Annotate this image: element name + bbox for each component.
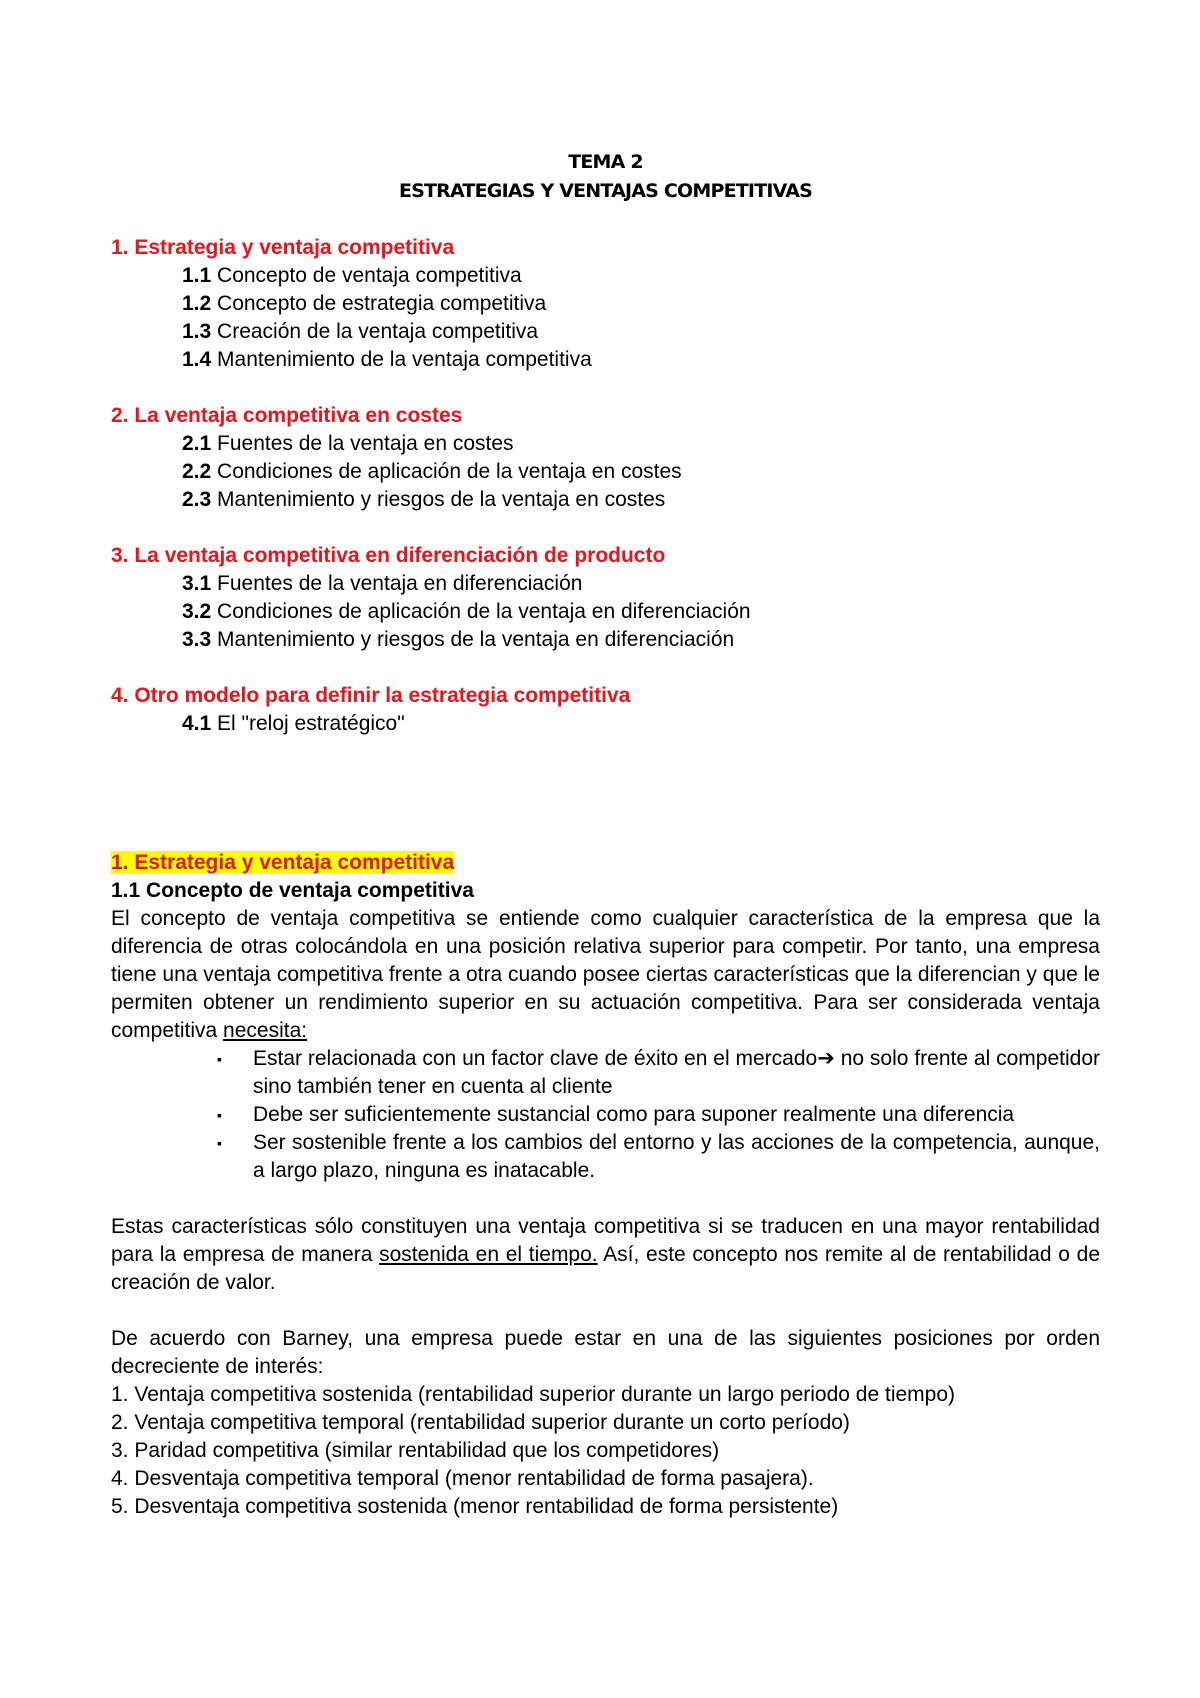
toc-item (111, 626, 1100, 654)
right-arrow-icon: ➔ (817, 1047, 835, 1070)
toc-item (111, 346, 1100, 374)
toc-item-number: 1.3 (182, 320, 212, 343)
toc-item-text: Mantenimiento y riesgos de la ventaja en diferenciación (211, 628, 735, 651)
toc-item (111, 290, 1100, 318)
toc-section-3 (111, 542, 1100, 654)
list-item (217, 1101, 1100, 1129)
toc-heading: 2. La ventaja competitiva en costes (111, 404, 463, 427)
toc-heading: 4. Otro modelo para definir la estrategia competitiva (111, 684, 631, 707)
list-item: 2. Ventaja competitiva temporal (rentabilidad superior durante un corto período) (111, 1411, 850, 1434)
toc-section-1 (111, 234, 1100, 374)
toc-item-text: Concepto de estrategia competitiva (211, 292, 547, 315)
toc-item-number: 3.1 (182, 572, 212, 595)
subsection-heading: 1.1 Concepto de ventaja competitiva (111, 879, 474, 902)
list-item-text: Debe ser suficientemente sustancial como para suponer realmente una diferencia (253, 1103, 1015, 1126)
list-item: 1. Ventaja competitiva sostenida (rentabilidad superior durante un largo periodo de tiempo) (111, 1383, 956, 1406)
requirements-list (111, 1045, 1100, 1185)
toc-item (111, 262, 1100, 290)
toc-item (111, 570, 1100, 598)
table-of-contents (111, 234, 1100, 738)
toc-item (111, 318, 1100, 346)
underlined-text: necesita: (223, 1019, 308, 1042)
toc-item-text: Fuentes de la ventaja en diferenciación (211, 572, 583, 595)
positions-list (111, 1381, 1100, 1521)
toc-section-4 (111, 682, 1100, 738)
title-line-1: TEMA 2 (568, 151, 643, 173)
toc-item (111, 486, 1100, 514)
toc-item-number: 2.3 (182, 488, 212, 511)
section-heading (111, 849, 1100, 877)
underlined-text: sostenida en el tiempo. (379, 1243, 598, 1266)
toc-item (111, 710, 1100, 738)
square-bullet-icon: ▪ (217, 1051, 222, 1067)
list-item-text: Ser sostenible frente a los cambios del entorno y las acciones de la competencia, aunque, a largo plazo, ninguna es inatacable. (253, 1131, 1100, 1182)
list-item: 3. Paridad competitiva (similar rentabilidad que los competidores) (111, 1439, 720, 1462)
square-bullet-icon: ▪ (217, 1107, 222, 1123)
paragraph-barney: De acuerdo con Barney, una empresa puede estar en una de las siguientes posiciones por orden decreciente de interés: (111, 1327, 1100, 1378)
toc-item-number: 1.2 (182, 292, 212, 315)
toc-item (111, 430, 1100, 458)
toc-item-text: El "reloj estratégico" (211, 712, 405, 735)
list-item (217, 1045, 1101, 1101)
toc-item-number: 3.3 (182, 628, 212, 651)
paragraph-text: Estas características sólo constituyen una ventaja competitiva si se traducen en una mayor rentabilidad para la empresa de manera (111, 1215, 1100, 1266)
toc-item (111, 598, 1100, 626)
document-page (111, 148, 1100, 1521)
toc-heading: 3. La ventaja competitiva en diferenciación de producto (111, 544, 666, 567)
highlighted-section-title: 1. Estrategia y ventaja competitiva (111, 851, 455, 874)
toc-item-text: Condiciones de aplicación de la ventaja en diferenciación (211, 600, 751, 623)
title-line-2: ESTRATEGIAS Y VENTAJAS COMPETITIVAS (398, 180, 813, 202)
toc-item-number: 2.1 (182, 432, 212, 455)
toc-item-text: Condiciones de aplicación de la ventaja en costes (211, 460, 682, 483)
toc-item-number: 1.1 (182, 264, 212, 287)
list-item: 4. Desventaja competitiva temporal (menor rentabilidad de forma pasajera). (111, 1467, 814, 1490)
toc-heading: 1. Estrategia y ventaja competitiva (111, 236, 455, 259)
toc-section-2 (111, 402, 1100, 514)
paragraph-definition (111, 905, 1100, 1045)
paragraph-text: El concepto de ventaja competitiva se entiende como cualquier característica de la empresa que la diferencia de otras colocándola en una posición relativa superior para competir. Por tanto, una empresa tiene una ventaja competitiva frente a otra cuando posee ciertas características que la diferencian y que le permiten obtener un rendimiento superior en su actuación competitiva. Para ser considerada ventaja competitiva (111, 907, 1100, 1042)
toc-item-text: Fuentes de la ventaja en costes (211, 432, 514, 455)
paragraph-profitability (111, 1213, 1100, 1297)
toc-item-number: 1.4 (182, 348, 212, 371)
paragraph-text: Así, este concepto nos remite al de rentabilidad o de creación de valor. (111, 1243, 1101, 1294)
toc-item (111, 458, 1100, 486)
square-bullet-icon: ▪ (217, 1135, 222, 1151)
list-item-text: Estar relacionada con un factor clave de éxito en el mercado (253, 1047, 818, 1070)
toc-item-text: Mantenimiento de la ventaja competitiva (211, 348, 592, 371)
toc-item-number: 4.1 (182, 712, 212, 735)
toc-item-text: Concepto de ventaja competitiva (211, 264, 522, 287)
toc-item-number: 2.2 (182, 460, 212, 483)
list-item: 5. Desventaja competitiva sostenida (menor rentabilidad de forma persistente) (111, 1495, 839, 1518)
list-item (217, 1129, 1100, 1185)
document-body (111, 849, 1100, 1521)
list-item-text: no solo frente al competidor sino también tener en cuenta al cliente (253, 1047, 1101, 1098)
toc-item-text: Mantenimiento y riesgos de la ventaja en costes (211, 488, 666, 511)
toc-item-number: 3.2 (182, 600, 212, 623)
document-title (111, 148, 1100, 206)
toc-item-text: Creación de la ventaja competitiva (211, 320, 539, 343)
